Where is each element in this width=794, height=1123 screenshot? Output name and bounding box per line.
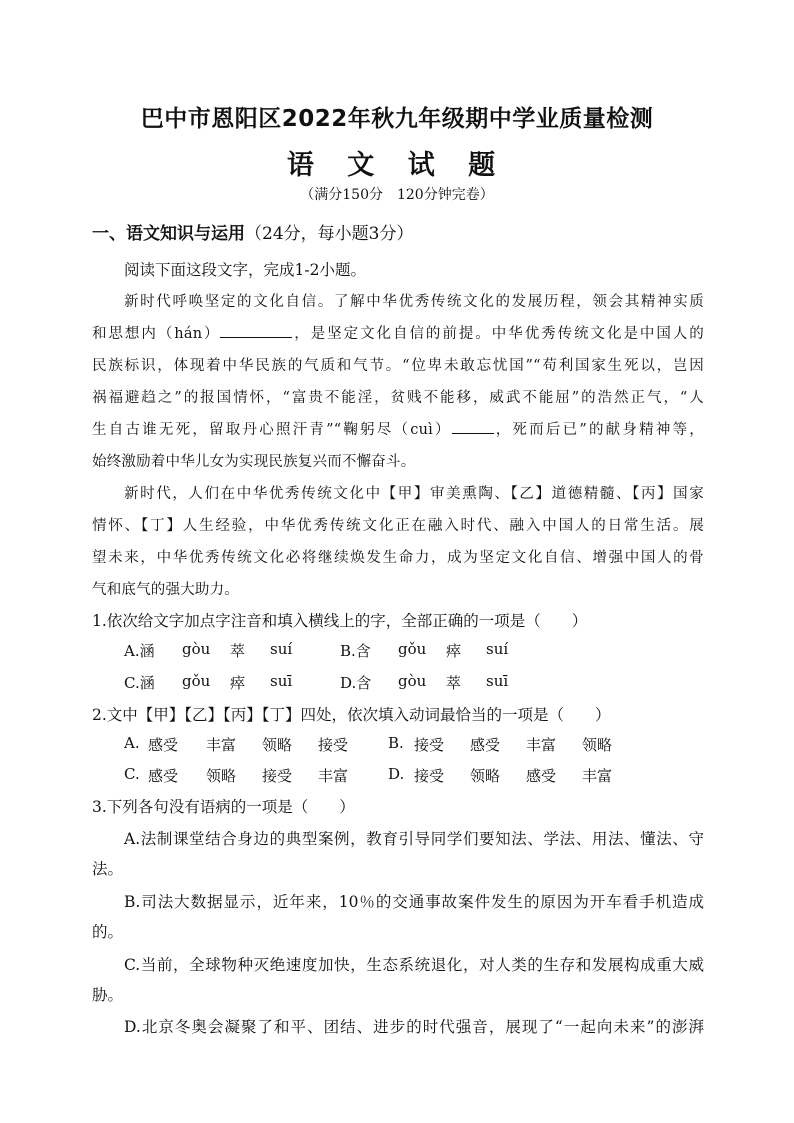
passage-line: 气和底气的强大助力。 — [92, 582, 239, 598]
question-3-option-c: C.当前，全球物种灭绝速度加快，生态系统退化，对人类的生存和发展构成重大威 — [124, 956, 704, 974]
question-3-option-c-cont: 胁。 — [92, 986, 124, 1004]
passage-line: 祸福避趋之”的报国情怀，“富贵不能淫，贫贱不能移，威武不能屈”的浩然正气，“人 — [92, 390, 704, 406]
question-1-stem: 1.依次给文字加点字注音和填入横线上的字，全部正确的一项是（ ） — [92, 612, 588, 630]
passage-line: 民族标识，体现着中华民族的气质和气节。“位卑未敢忘忧国”“苟利国家生死以，岂因 — [92, 358, 704, 374]
question-3-option-a-cont: 法。 — [92, 860, 124, 878]
passage-line: 和思想内（hán） ，是坚定文化自信的前提。中华优秀传统文化是中国人的 — [92, 326, 705, 342]
section-title: 一、语文知识与运用 — [92, 224, 245, 244]
exam-page: 巴中市恩阳区2022年秋九年级期中学业质量检测 语 文 试 题 （满分150分 120分钟完卷） 一、语文知识与运用（24分，每小题3分） 阅读下面这段文字，完成1-2小题。 新时代呼唤坚定的文化自信。了解中华优秀传统文化的发展历程，领会其精神实质 和思想内（hán） ，是坚定文化自信的前提。中华优秀传统文化是中国人的 民族标识，体现着中华民族的气质和气节。“位卑未敢忘忧国”“苟利国家生死以，岂因 祸福避趋之”的报国情怀，“富贵不能淫，贫贱不能移，威武不能屈”的浩然正气，“人 生自古谁无死，留取丹心照汗青”“鞠躬尽（cuì） ，死而后已”的献身精神等， 始终激励着中华儿女为实现民族复兴而不懈奋斗。 新时代，人们在中华优秀传统文化中【甲】审美熏陶、【乙】道德精髓、【丙】国家 情怀、【丁】人生经验，中华优秀传统文化正在融入时代、融入中国人的日常生活。展 望未来，中华优秀传统文化必将继续焕发生命力，成为坚定文化自信、增强中国人的骨 气和底气的强大助力。 1.依次给文字加点字注音和填入横线上的字，全部正确的一项是（ ） A.涵 gòu 萃 suí B.含 gǒu 瘁 suí C.涵 gǒu 瘁 suī D.含 gòu 萃 suī 2.文中【甲】【乙】【丙】【丁】四处，依次填入动词最恰当的一项是（ ） A. 感受 丰富 领略 接受 B. 接受 感受 丰富 领略 C. 感受 领略 接受 丰富 D. 接受 领略 感受 丰富 3.下列各句没有语病的一项是（ ） A.法制课堂结合身边的典型案例，教育引导同学们要知法、学法、用法、懂法、守 法。 B.司法大数据显示，近年来，10％的交通事故案件发生的原因为开车看手机造成 的。 C.当前，全球物种灭绝速度加快，生态系统退化，对人类的生存和发展构成重大威 胁。 D.北京冬奥会凝聚了和平、团结、进步的时代强音，展现了“一起向未来”的澎湃 — [0, 0, 794, 1123]
question-3-option-d: D.北京冬奥会凝聚了和平、团结、进步的时代强音，展现了“一起向未来”的澎湃 — [124, 1018, 704, 1036]
question-3-stem: 3.下列各句没有语病的一项是（ ） — [92, 798, 355, 816]
question-2-stem: 2.文中【甲】【乙】【丙】【丁】四处，依次填入动词最恰当的一项是（ ） — [92, 706, 611, 724]
question-3-option-b: B.司法大数据显示，近年来，10％的交通事故案件发生的原因为开车看手机造成 — [124, 893, 704, 911]
section-heading — [92, 219, 413, 244]
passage-line: 望未来，中华优秀传统文化必将继续焕发生命力，成为坚定文化自信、增强中国人的骨 — [92, 550, 704, 566]
passage-line: 始终激励着中华儿女为实现民族复兴而不懈奋斗。 — [92, 454, 416, 470]
passage-line: 新时代，人们在中华优秀传统文化中【甲】审美熏陶、【乙】道德精髓、【丙】国家 — [124, 486, 704, 502]
reading-instruction: 阅读下面这段文字，完成1-2小题。 — [124, 261, 366, 279]
passage-line: 情怀、【丁】人生经验，中华优秀传统文化正在融入时代、融入中国人的日常生活。展 — [92, 518, 704, 534]
exam-note: （满分150分 120分钟完卷） — [300, 187, 494, 203]
exam-title: 巴中市恩阳区2022年秋九年级期中学业质量检测 — [140, 106, 654, 132]
passage-line: 新时代呼唤坚定的文化自信。了解中华优秀传统文化的发展历程，领会其精神实质 — [124, 294, 704, 310]
section-score: （24分，每小题3分） — [245, 224, 414, 244]
passage-line: 生自古谁无死，留取丹心照汗青”“鞠躬尽（cuì） ，死而后已”的献身精神等， — [92, 422, 704, 438]
question-3-option-b-cont: 的。 — [92, 923, 124, 941]
answer-blank — [220, 325, 292, 338]
answer-blank — [452, 421, 494, 434]
exam-subject: 语 文 试 题 — [286, 150, 508, 181]
question-3-option-a: A.法制课堂结合身边的典型案例，教育引导同学们要知法、学法、用法、懂法、守 — [124, 830, 704, 848]
